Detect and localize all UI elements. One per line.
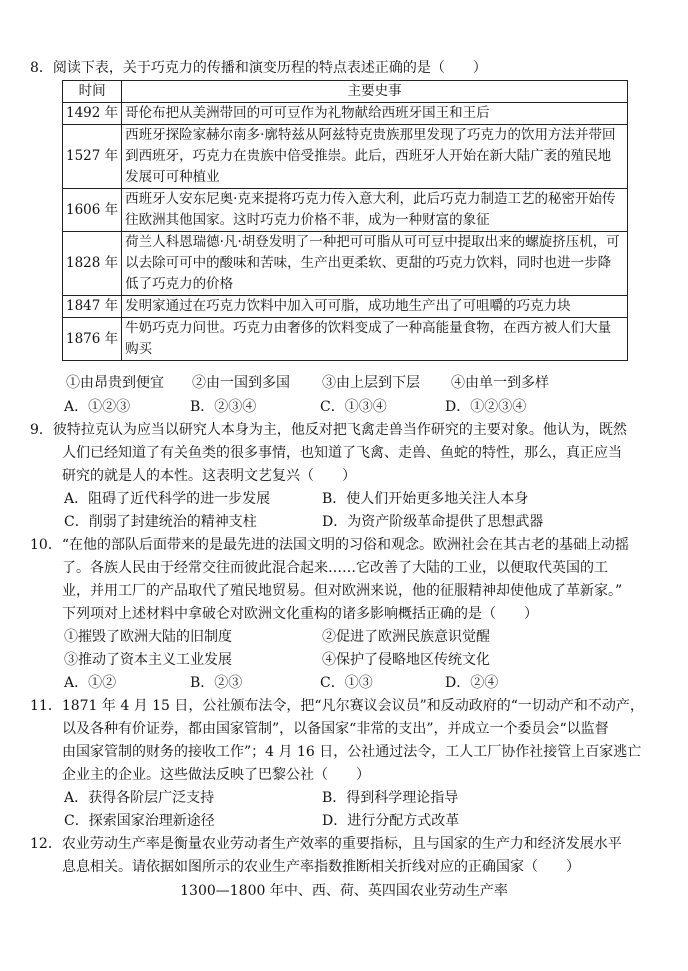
row-year: 1847 年	[63, 296, 122, 318]
row-event: 西班牙探险家赫尔南多·廓特兹从阿兹特克贵族那里发现了巧克力的饮用方法并带回到西班牙，巧克力在贵族中倍受推崇。此后，西班牙人开始在新大陆广袤的殖民地发展可可种植业	[122, 125, 628, 189]
header-event: 主要史事	[122, 81, 628, 103]
row-year: 1876 年	[63, 318, 122, 361]
q10-stem-line-4: 下列项对上述材料中拿破仑对欧洲文化重构的诸多影响概括正确的是（ ）	[62, 606, 538, 622]
table-header-row	[63, 81, 628, 103]
q11-stem-line-4: 企业主的企业。这些做法反映了巴黎公社（ ）	[62, 767, 370, 783]
q11-stem-line-3: 由国家管制的财务的接收工作”；4 月 16 日，公社通过法令，工人工厂协作社接管上百家逃亡	[62, 744, 642, 760]
q12-chart-caption: 1300—1800 年中、西、荷、英四国农业劳动生产率	[180, 883, 508, 899]
row-event: 牛奶巧克力问世。巧克力由奢侈的饮料变成了一种高能量食物，在西方被人们大量购买	[122, 318, 628, 361]
q10-stem-line-2: 了。各族人民由于经常交往而彼此混合起来……它改善了大陆的工业，以便取代英国的工	[62, 560, 608, 576]
q8-option-b[interactable]: B．②③④	[190, 399, 257, 415]
table-row	[63, 189, 628, 232]
table-row	[63, 296, 628, 318]
q9-stem-line-1: 9．彼特拉克认为应当以研究人本身为主，他反对把飞禽走兽当作研究的主要对象。他认为，既然	[30, 422, 627, 438]
q8-stem: 8．阅读下表，关于巧克力的传播和演变历程的特点表述正确的是（ ）	[30, 60, 487, 76]
table-row	[63, 318, 628, 361]
q12-stem-line-1: 12．农业劳动生产率是衡量农业劳动者生产效率的重要指标，且与国家的生产力和经济发展水平	[30, 836, 622, 852]
q10-stem-line-1: 10．“在他的部队后面带来的是最先进的法国文明的习俗和观念。欧洲社会在其古老的基础上动摇	[30, 537, 629, 553]
q10-option-b[interactable]: B．②③	[190, 675, 243, 691]
q10-stem-line-3: 业，并用工厂的产品取代了殖民地贸易。但对欧洲来说，他的征服精神却使他成了革新家。”	[62, 583, 623, 599]
q9-stem-line-3: 研究的就是人的本性。这表明文艺复兴（ ）	[62, 468, 356, 484]
header-time: 时间	[63, 81, 122, 103]
q8-history-table	[62, 80, 628, 361]
q8-item-1: ①由昂贵到便宜	[66, 375, 164, 391]
row-year: 1828 年	[63, 232, 122, 296]
row-year: 1492 年	[63, 103, 122, 125]
row-year: 1527 年	[63, 125, 122, 189]
row-event: 哥伦布把从美洲带回的可可豆作为礼物献给西班牙国王和王后	[122, 103, 628, 125]
q8-option-d[interactable]: D．①②③④	[445, 399, 527, 415]
q8-item-3: ③由上层到下层	[322, 375, 420, 391]
q11-option-a[interactable]: A．获得各阶层广泛支持	[64, 790, 215, 806]
q10-item-2: ②促进了欧洲民族意识觉醒	[322, 629, 490, 645]
q11-stem-line-2: 以及各种有价证券，都由国家管制”，以备国家“非常的支出”，并成立一个委员会“以监督	[62, 721, 609, 737]
q9-option-c[interactable]: C．削弱了封建统治的精神支柱	[64, 514, 257, 530]
q11-option-b[interactable]: B．得到科学理论指导	[322, 790, 459, 806]
q8-item-2: ②由一国到多国	[192, 375, 290, 391]
q9-stem-line-2: 人们已经知道了有关鱼类的很多事情，也知道了飞禽、走兽、鱼蛇的特性，那么，真正应当	[62, 445, 622, 461]
row-event: 发明家通过在巧克力饮料中加入可可脂，成功地生产出了可咀嚼的巧克力块	[122, 296, 628, 318]
q8-item-4: ④由单一到多样	[451, 375, 549, 391]
q12-stem-line-2: 息息相关。请依据如图所示的农业生产率指数推断相关折线对应的正确国家（ ）	[62, 859, 580, 875]
q11-option-d[interactable]: D．进行分配方式改革	[322, 813, 460, 829]
table-row	[63, 103, 628, 125]
row-event: 荷兰人科恩瑞德·凡·胡登发明了一种把可可脂从可可豆中提取出来的螺旋挤压机，可以去除可可中的酸味和苦味，生产出更柔软、更甜的巧克力饮料，同时也进一步降低了巧克力的价格	[122, 232, 628, 296]
table-row	[63, 232, 628, 296]
q9-option-b[interactable]: B．使人们开始更多地关注人本身	[322, 491, 529, 507]
row-year: 1606 年	[63, 189, 122, 232]
q10-option-d[interactable]: D．②④	[445, 675, 499, 691]
q10-option-c[interactable]: C．①③	[320, 675, 373, 691]
q10-item-3: ③推动了资本主义工业发展	[64, 652, 232, 668]
row-event: 西班牙人安东尼奥·克来提将巧克力传入意大利，此后巧克力制造工艺的秘密开始传往欧洲其他国家。这时巧克力价格不菲，成为一种财富的象征	[122, 189, 628, 232]
q8-option-c[interactable]: C．①③④	[320, 399, 387, 415]
q10-option-a[interactable]: A．①②	[64, 675, 117, 691]
q11-stem-line-1: 11．1871 年 4 月 15 日，公社颁布法令，把“凡尔赛议会议员”和反动政府的“一切动产和不动产，	[30, 698, 644, 714]
q11-option-c[interactable]: C．探索国家治理新途径	[64, 813, 215, 829]
q9-option-d[interactable]: D．为资产阶级革命提供了思想武器	[322, 514, 544, 530]
table-row	[63, 125, 628, 189]
q10-item-4: ④保护了侵略地区传统文化	[322, 652, 490, 668]
q10-item-1: ①摧毁了欧洲大陆的旧制度	[64, 629, 232, 645]
q8-option-a[interactable]: A．①②③	[64, 399, 131, 415]
q9-option-a[interactable]: A．阻碍了近代科学的进一步发展	[64, 491, 271, 507]
